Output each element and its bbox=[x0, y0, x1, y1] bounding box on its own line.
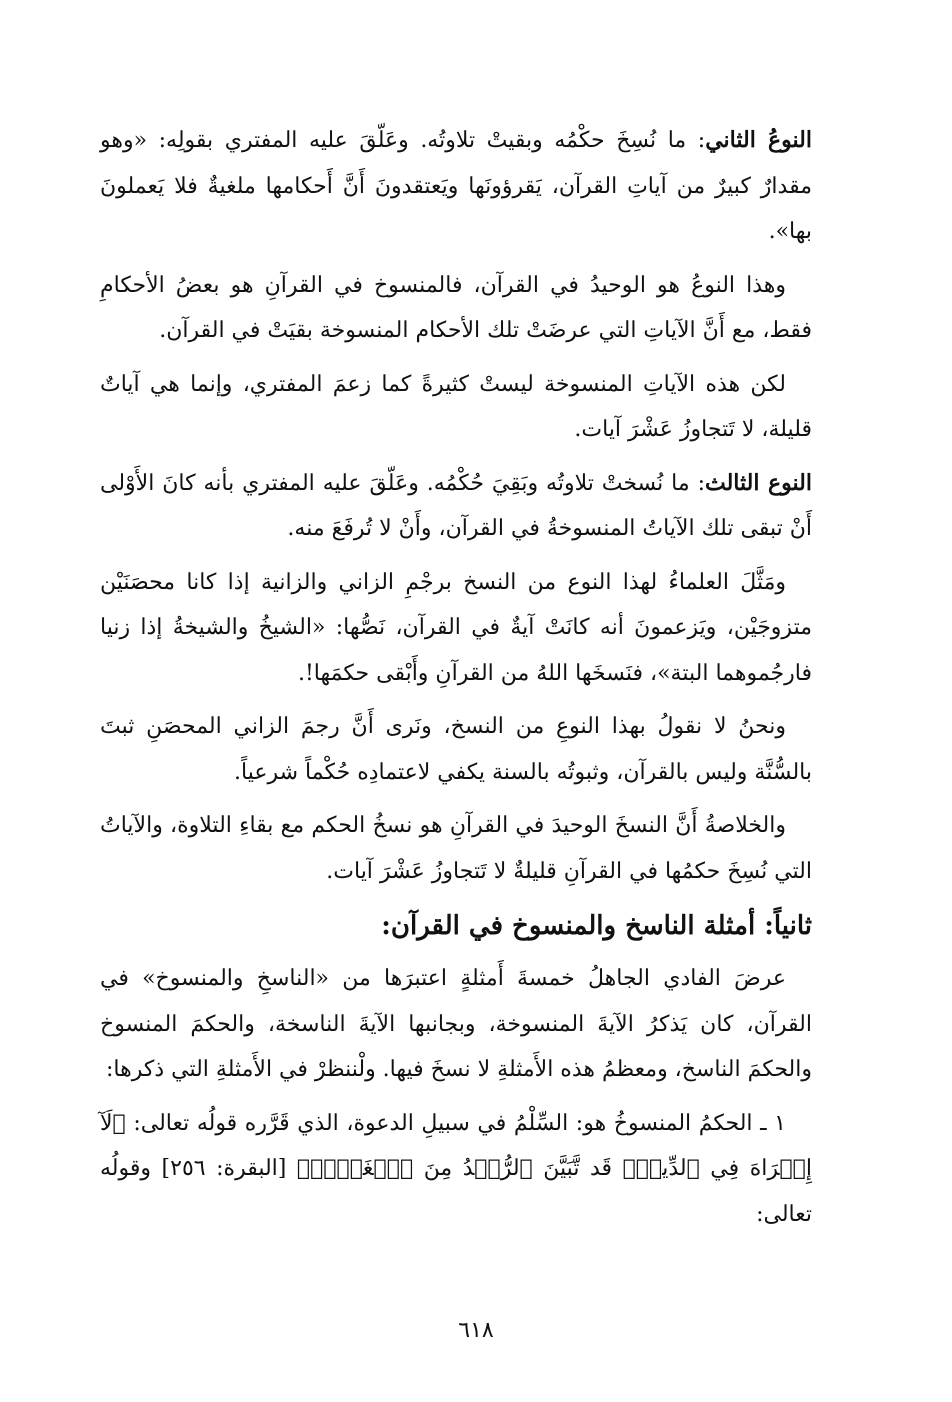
paragraph-text: ومَثَّلَ العلماءُ لهذا النوع من النسخ برجْمِ الزاني والزانية إذا كانا محصَنَيْن متزوجَيْن، ويَزعمونَ أنه كانَتْ آيةٌ في القرآن، نَصُّها: «الشيخُ والشيخةُ إذا زنيا فارجُموهما البتة»، فنَسخَها اللهُ من القرآنِ وأَبْقى حكمَها!. bbox=[100, 569, 812, 686]
paragraph bbox=[100, 560, 812, 697]
paragraph bbox=[100, 263, 812, 354]
paragraph-type-two bbox=[100, 118, 812, 255]
paragraph-example-one bbox=[100, 1101, 812, 1238]
paragraph-text: ونحنُ لا نقولُ بهذا النوعِ من النسخ، ونَرى أَنَّ رجمَ الزاني المحصَنِ ثبتَ بالسُّنَّة وليس بالقرآن، وثبوتُه بالسنة يكفي لاعتمادِه حُكْماً شرعياً. bbox=[100, 714, 812, 785]
paragraph-text: : ما نُسختْ تلاوتُه وبَقِيَ حُكْمُه. وعَلّقَ عليه المفتري بأنه كانَ الأَوْلى أَنْ تبقى تلك الآياتُ المنسوخةُ في القرآن، وأَنْ لا تُرفَعَ منه. bbox=[100, 470, 812, 541]
section-heading: ثانياً: أمثلة الناسخ والمنسوخ في القرآن: bbox=[381, 911, 812, 941]
paragraph-type-three bbox=[100, 461, 812, 552]
paragraph bbox=[100, 704, 812, 795]
paragraph bbox=[100, 803, 812, 894]
page-body bbox=[100, 118, 812, 1245]
paragraph-lead: النوعُ الثاني bbox=[705, 127, 812, 153]
paragraph bbox=[100, 956, 812, 1093]
paragraph-text: لكن هذه الآياتِ المنسوخة ليستْ كثيرةً كما زعمَ المفتري، وإنما هي آياتٌ قليلة، لا تَتجاوزُ عَشْرَ آيات. bbox=[100, 371, 812, 442]
page-number: ٦١٨ bbox=[458, 1318, 494, 1343]
paragraph-text: : ما نُسِخَ حكْمُه وبقيتْ تلاوتُه. وعَلّقَ عليه المفتري بقولِه: «وهو مقدارٌ كبيرٌ من آياتِ القرآن، يَقرؤونَها ويَعتقدونَ أَنَّ أَحكامها ملغيةٌ فلا يَعملونَ بها». bbox=[100, 128, 812, 244]
paragraph-lead: النوع الثالث bbox=[705, 469, 812, 496]
paragraph-text: وهذا النوعُ هو الوحيدُ في القرآن، فالمنسوخ في القرآنِ هو بعضُ الأحكامِ فقط، مع أَنَّ الآياتِ التي عرضَتْ تلك الأحكام المنسوخة بقيَتْ في القرآن. bbox=[100, 272, 812, 343]
paragraph-text: والخلاصةُ أَنَّ النسخَ الوحيدَ في القرآنِ هو نسخُ الحكم مع بقاءِ التلاوة، والآياتُ التي نُسِخَ حكمُها في القرآنِ قليلةٌ لا تَتجاوزُ عَشْرَ آيات. bbox=[100, 813, 812, 884]
paragraph-text: عرضَ الفادي الجاهلُ خمسةَ أَمثلةٍ اعتبرَها من «الناسخِ والمنسوخ» في القرآن، كان يَذكرُ الآيةَ المنسوخة، وبجانبها الآيةَ الناسخة، والحكمَ المنسوخ والحكمَ الناسخ، ومعظمُ هذه الأَمثلةِ لا نسخَ فيها. ولْننظرْ في الأَمثلةِ التي ذكرها: bbox=[100, 966, 812, 1082]
paragraph-text: ١ ـ الحكمُ المنسوخُ هو: السِّلْمُ في سبيلِ الدعوة، الذي قَرَّره قولُه تعالى: ﴿لَآ إِكۡرَاهَ فِي ٱلدِّينِۖ قَد تَّبَيَّنَ ٱلرُّشۡدُ مِنَ ٱلۡغَيِّۚ﴾ [البقرة: ٢٥٦] وقولُه تعالى: bbox=[100, 1110, 812, 1227]
paragraph bbox=[100, 362, 812, 453]
